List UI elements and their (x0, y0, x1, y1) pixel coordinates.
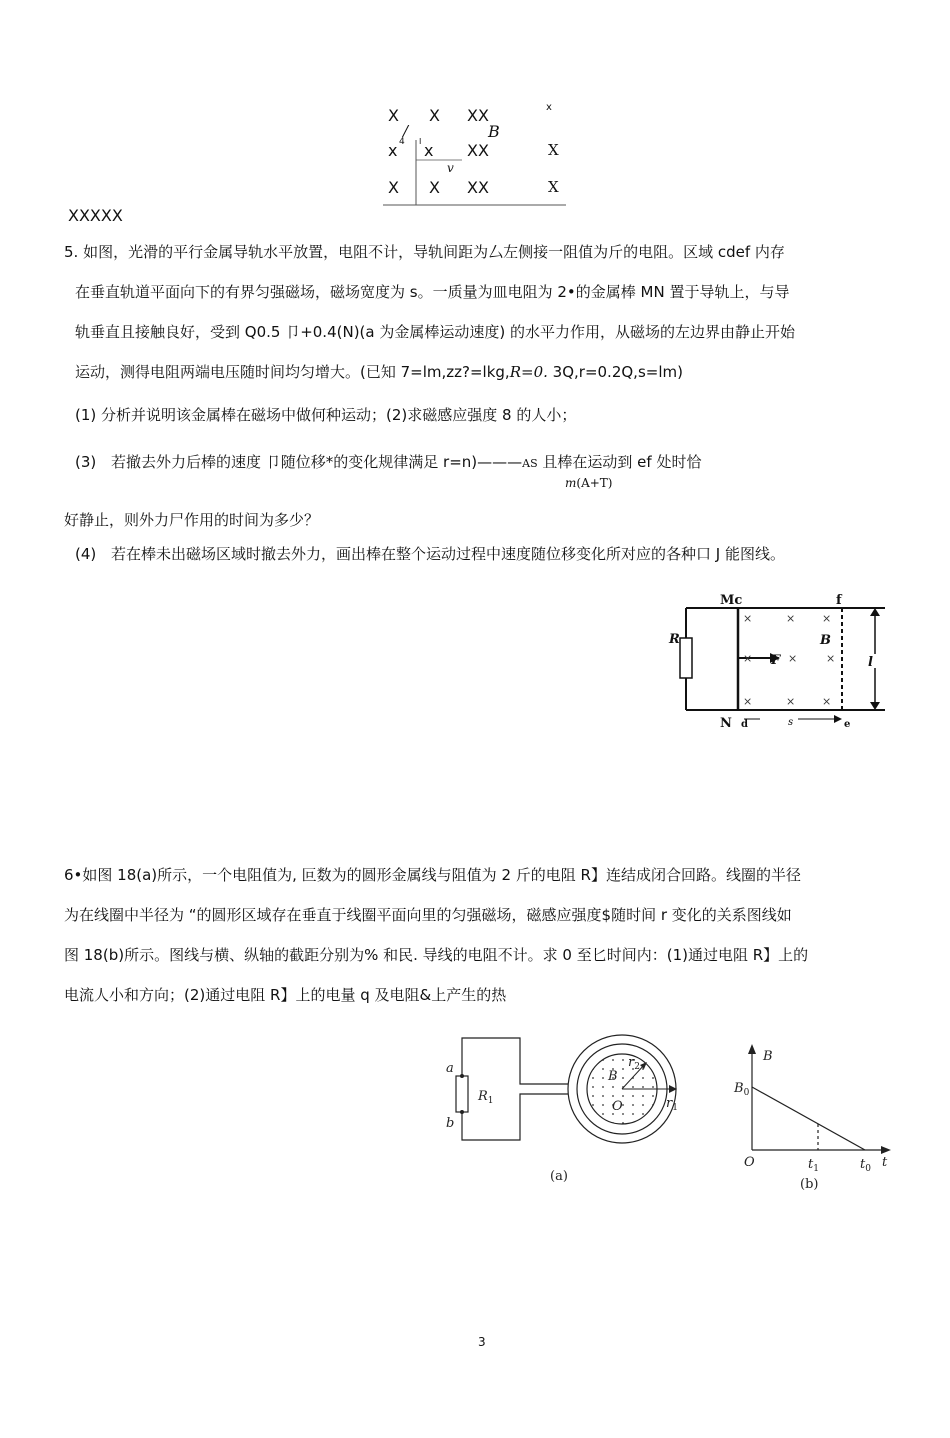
q5-sub4: 若在棒未出磁场区域时撤去外力，画出棒在整个运动过程中速度随位移变化所对应的各种口 J 能图线。 (111, 545, 785, 563)
q5-frac-rest: (A+T) (576, 476, 613, 490)
q5-frac-m: m (565, 476, 577, 490)
label-B-axis: B (763, 1049, 773, 1064)
label-d: d (741, 719, 748, 730)
q6-line3: 图 18(b)所示。图线与横、纵轴的截距分别为% 和民. 导线的电阻不计。求 0 至匕时间内：(1)通过电阻 R】上的 (64, 946, 809, 964)
cross-8: × (786, 695, 796, 708)
label-e: e (844, 719, 851, 730)
q5-line2: 在垂直轨道平面向下的有界匀强磁场，磁场宽度为 s。一质量为皿电阻为 2•的金属棒 MN 置于导轨上，与导 (75, 283, 790, 301)
label-Mc: Mc (720, 593, 743, 608)
q5-line3: 轨垂直且接触良好，受到 Q0.5 卩+0.4(N)(a 为金属棒运动速度) 的水平力作用，从磁场的左边界由静止开始 (75, 323, 795, 341)
q5-line-after3: 好静止，则外力尸作用的时间为多少？ (64, 511, 320, 529)
q5-line1: 5. 如图，光滑的平行金属导轨水平放置，电阻不计，导轨间距为厶左侧接一阻值为斤的电阻。区域 cdef 内存 (64, 243, 785, 261)
resistor-R1 (456, 1076, 468, 1112)
q6-line1: 6•如图 18(a)所示，一个电阻值为, 叵数为的圆形金属线与阻值为 2 斤的电阻 R】连结成闭合回路。线圈的半径 (64, 866, 801, 884)
slash-mark: / (403, 122, 409, 140)
label-b: b (446, 1116, 455, 1131)
row1-x2: X (429, 106, 440, 125)
q5-sub4-num: (4) (75, 545, 97, 563)
label-a: a (446, 1061, 454, 1076)
label-r2: $r_2$ (628, 1055, 640, 1072)
cross-7: × (743, 695, 753, 708)
label-r1: $r_1$ (666, 1096, 678, 1113)
label-O-graph: O (744, 1155, 755, 1170)
row1-x4: x (546, 102, 552, 113)
label-B-coil: B (608, 1069, 618, 1084)
row2-bar: I (419, 137, 422, 146)
resistor-R (680, 638, 692, 678)
row2-sup: 4 (399, 137, 405, 147)
q5-line4-c: 3Q,r=0.2Q,s=lm) (547, 363, 683, 381)
label-N: N (720, 716, 732, 731)
label-B0: $B_0$ (734, 1081, 750, 1098)
label-O-coil: O (612, 1099, 623, 1114)
q5-sub3 (111, 452, 701, 474)
t-axis-arrow (881, 1146, 891, 1154)
l-arrowhead-bottom (870, 702, 880, 710)
label-B-5: B (820, 633, 831, 648)
caption-a: (a) (550, 1169, 568, 1184)
row1-x3: XX (467, 106, 489, 125)
l-arrowhead-top (870, 608, 880, 616)
top-label-B: B (488, 122, 500, 141)
label-f: f (836, 593, 842, 608)
label-t0: $t_0$ (860, 1157, 871, 1174)
cross-1: × (743, 612, 753, 625)
xxxxx-line: XXXXX (68, 206, 123, 225)
row1-x1: X (388, 106, 399, 125)
cross-9: × (822, 695, 832, 708)
terminal-a (460, 1074, 464, 1078)
row2-x2: x (424, 141, 434, 160)
row3-x4: X (548, 178, 559, 196)
q6-line2: 为在线圈中半径为 “的圆形区域存在垂直于线圈平面向里的匀强磁场，磁感应强度$随时间 r 变化的关系图线如 (64, 906, 792, 924)
label-l: l (868, 655, 873, 670)
cross-6: × (826, 652, 836, 665)
B-axis-arrow (748, 1044, 756, 1054)
top-label-v: v (447, 161, 454, 175)
q5-line4-a: 运动，测得电阻两端电压随时间均匀增大。(已知 7=lm,zz?=lkg, (75, 363, 510, 381)
caption-b: (b) (800, 1177, 819, 1192)
cross-4: × (743, 652, 753, 665)
terminal-b (460, 1110, 464, 1114)
s-arrowhead (834, 715, 842, 723)
label-R: R (669, 632, 680, 647)
page-number: 3 (478, 1335, 486, 1349)
wire-top (462, 1038, 568, 1084)
q5-sub3-text: 若撤去外力后棒的速度 卩随位移*的变化规律满足 r=n)——— (111, 453, 523, 471)
q5-sub3-denominator (565, 476, 612, 490)
cross-5: × (788, 652, 798, 665)
label-R1: $R_1$ (478, 1089, 494, 1106)
B-t-line (752, 1087, 865, 1150)
q5-line4-b: R=0. (509, 363, 548, 381)
fig18a-coil-circuit (440, 1030, 690, 1190)
row2-x4: X (548, 141, 559, 159)
row3-x2: X (429, 178, 440, 197)
fig18b-graph (730, 1040, 895, 1195)
label-s: s (788, 717, 794, 728)
q5-sub3-num: (3) (75, 453, 97, 471)
q5-line4 (75, 362, 683, 382)
cross-2: × (786, 612, 796, 625)
q5-circuit-figure (660, 588, 890, 733)
label-t-axis: t (882, 1155, 888, 1170)
q5-sub3-tail: 且棒在运动到 ef 处时恰 (537, 453, 702, 471)
label-t1: $t_1$ (808, 1157, 819, 1174)
row3-x3: XX (467, 178, 489, 197)
row2-x3: XX (467, 141, 489, 160)
q5-sub3-as: AS (522, 457, 538, 470)
q6-line4: 电流人小和方向；(2)通过电阻 R】上的电量 q 及电阻&上产生的热 (64, 986, 507, 1004)
q5-sub1: (1) 分析并说明该金属棒在磁场中做何种运动；(2)求磁感应强度 8 的人小； (75, 406, 577, 424)
row3-x1: X (388, 178, 399, 197)
cross-3: × (822, 612, 832, 625)
row2-x1: x (388, 141, 398, 160)
label-F: F (771, 653, 781, 668)
